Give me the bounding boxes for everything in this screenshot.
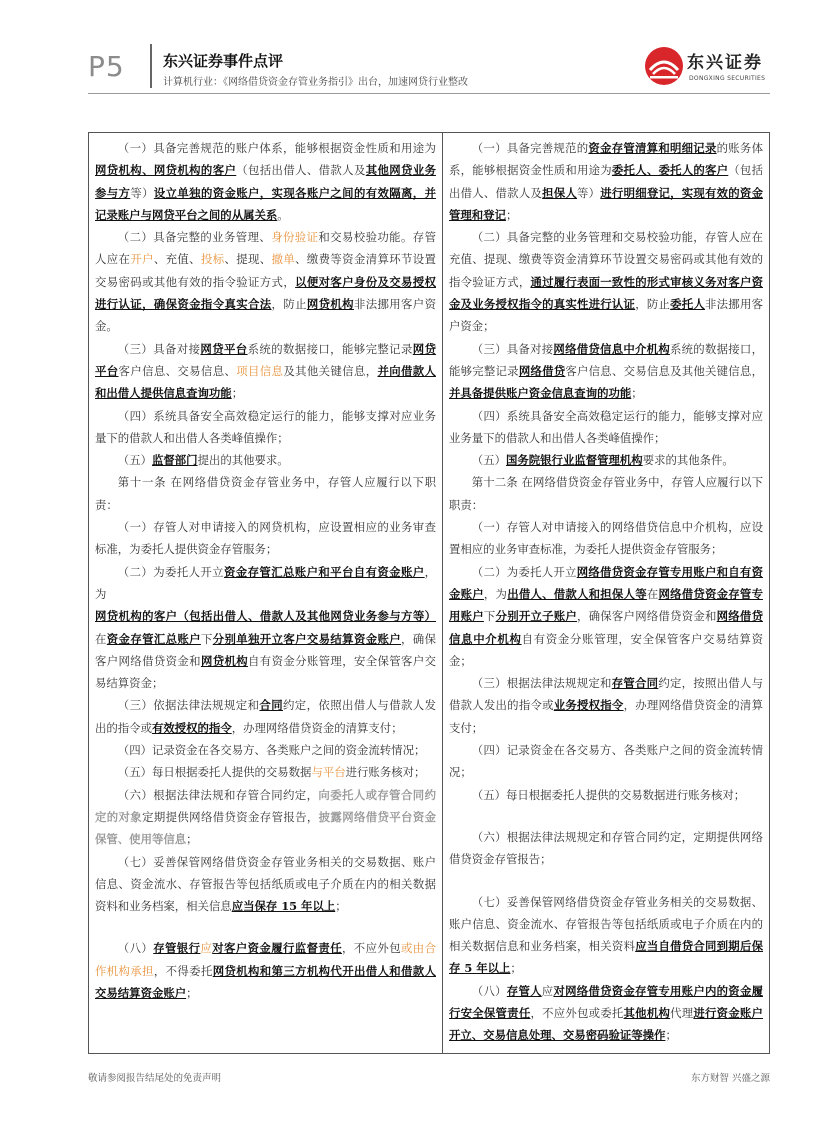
- footer-slogan: 东方财智 兴盛之源: [690, 1073, 770, 1084]
- comparison-table: [88, 132, 770, 1054]
- page-header: [0, 0, 827, 100]
- report-title: 东兴证券事件点评: [163, 52, 284, 70]
- left-para-8: （二）为委托人开立资金存管汇总账户和平台自有资金账户，为网贷机构的客户（包括出借人、借款人及其他网贷业务参与方等）在资金存管汇总账户下分别单独开立客户交易结算资金账户，确保客户网络借贷资金和网贷机构自有资金分账管理，安全保管客户交易结算资金；: [95, 564, 436, 691]
- left-para-12: （六）根据法律法规和存管合同约定，向委托人或存管合同约定的对象定期提供网络借贷资金存管报告，披露网络借贷平台资金保管、使用等信息；: [95, 787, 436, 847]
- right-para-3: （三）具备对接网络借贷信息中介机构系统的数据接口，能够完整记录网络借贷客户信息、交易信息及其他关键信息，并具备提供账户资金信息查询的功能；: [449, 341, 763, 401]
- report-subtitle: 计算机行业：《网络借贷资金存管业务指引》出台，加速网贷行业整改: [163, 77, 468, 88]
- right-para-4: （四）系统具备安全高效稳定运行的能力，能够支撑对应业务量下的借款人和出借人各类峰值操作；: [449, 408, 763, 445]
- right-para-11: （五）每日根据委托人提供的交易数据进行账务核对；: [471, 787, 746, 802]
- logo-text: 东兴证券: [687, 53, 763, 73]
- header-rule: [88, 93, 770, 94]
- right-para-12: （六）根据法律法规规定和存管合同约定，定期提供网络借贷资金存管报告；: [449, 829, 763, 867]
- right-para-7: （一）存管人对申请接入的网络借贷信息中介机构，应设置相应的业务审查标准，为委托人提供资金存管服务；: [449, 520, 763, 557]
- right-para-8: （二）为委托人开立网络借贷资金存管专用账户和自有资金账户，为出借人、借款人和担保人等在网络借贷资金存管专用账户下分别开立子账户，确保客户网络借贷资金和网络借贷信息中介机构自有资金分账管理，安全保管客户交易结算资金；: [449, 564, 763, 668]
- left-para-7: （一）存管人对申请接入的网贷机构，应设置相应的业务审查标准，为委托人提供资金存管服务；: [95, 520, 436, 557]
- table-row: [89, 133, 770, 1054]
- right-para-10: （四）记录资金在各交易方、各类账户之间的资金流转情况；: [449, 743, 763, 780]
- right-para-2: （二）具备完整的业务管理和交易校验功能，存管人应在充值、提现、缴费等资金清算环节设置交易密码或其他有效的指令验证方式，通过履行表面一致性的形式审核义务对客户资金及业务授权指令的真实性进行认证，防止委托人非法挪用客户资金；: [449, 230, 763, 334]
- left-para-9: （三）依据法律法规规定和合同约定，依照出借人与借款人发出的指令或有效授权的指令，办理网络借贷资金的清算支付；: [95, 698, 436, 735]
- left-para-4: （四）系统具备安全高效稳定运行的能力，能够支撑对应业务量下的借款人和出借人各类峰值操作；: [95, 408, 436, 445]
- left-para-11: （五）每日根据委托人提供的交易数据与平台进行账务核对；: [117, 765, 426, 780]
- page-number: P5: [88, 50, 125, 83]
- right-column-final: [443, 133, 770, 1054]
- right-article-12: 第十二条 在网络借贷资金存管业务中，存管人应履行以下职责：: [449, 475, 763, 512]
- right-para-5: （五）国务院银行业监督管理机构要求的其他条件。: [471, 453, 734, 468]
- header-divider: [150, 44, 152, 88]
- footer-disclaimer: 敬请参阅报告结尾处的免责声明: [88, 1073, 222, 1084]
- left-para-1: （一）具备完善规范的账户体系，能够根据资金性质和用途为网贷机构、网贷机构的客户（包括出借人、借款人及其他网贷业务参与方等）设立单独的资金账户，实现各账户之间的有效隔离，并记录账户与网贷平台之间的从属关系。: [95, 141, 436, 222]
- left-para-13: （七）妥善保管网络借贷资金存管业务相关的交易数据、账户信息、资金流水、存管报告等包括纸质或电子介质在内的相关数据资料和业务档案，相关信息应当保存 15 年以上；: [95, 854, 436, 914]
- left-para-5: （五）监督部门提出的其他要求。: [117, 453, 289, 468]
- left-article-11: 第十一条 在网络借贷资金存管业务中，存管人应履行以下职责：: [95, 475, 436, 512]
- dongxing-logo: [644, 46, 779, 90]
- left-para-10: （四）记录资金在各交易方、各类账户之间的资金流转情况；: [117, 743, 426, 758]
- right-para-1: （一）具备完善规范的资金存管清算和明细记录的账务体系，能够根据资金性质和用途为委托人、委托人的客户（包括出借人、借款人及担保人等）进行明细登记，实现有效的资金管理和登记；: [449, 141, 763, 222]
- right-para-14: （八）存管人应对网络借贷资金存管专用账户内的资金履行安全保管责任，不应外包或委托其他机构代理进行资金账户开立、交易信息处理、交易密码验证等操作；: [449, 983, 763, 1043]
- left-para-2: （二）具备完整的业务管理、身份验证和交易校验功能。存管人应在开户、充值、投标、提现、撤单、缴费等资金清算环节设置交易密码或其他有效的指令验证方式，以便对客户身份及交易授权进行认证，确保资金指令真实合法，防止网贷机构非法挪用客户资金。: [95, 230, 436, 334]
- right-para-13: （七）妥善保管网络借贷资金存管业务相关的交易数据、账户信息、资金流水、存管报告等包括纸质或电子介质在内的相关数据信息和业务档案，相关资料应当自借贷合同到期后保存 5 年以上；: [449, 894, 763, 976]
- right-para-9: （三）根据法律法规规定和存管合同约定，按照出借人与借款人发出的指令或业务授权指令，办理网络借贷资金的清算支付；: [449, 676, 763, 735]
- left-para-14: （八）存管银行应对客户资金履行监督责任，不应外包或由合作机构承担，不得委托网贷机构和第三方机构代开出借人和借款人交易结算资金账户；: [95, 941, 436, 1000]
- left-column-old-draft: [89, 133, 443, 1054]
- logo-subtext: DONGXING SECURITIES: [689, 75, 766, 82]
- dongxing-logo-icon: [644, 46, 684, 86]
- left-para-3: （三）具备对接网贷平台系统的数据接口，能够完整记录网贷平台客户信息、交易信息、项目信息及其他关键信息，并向借款人和出借人提供信息查询功能；: [95, 341, 436, 401]
